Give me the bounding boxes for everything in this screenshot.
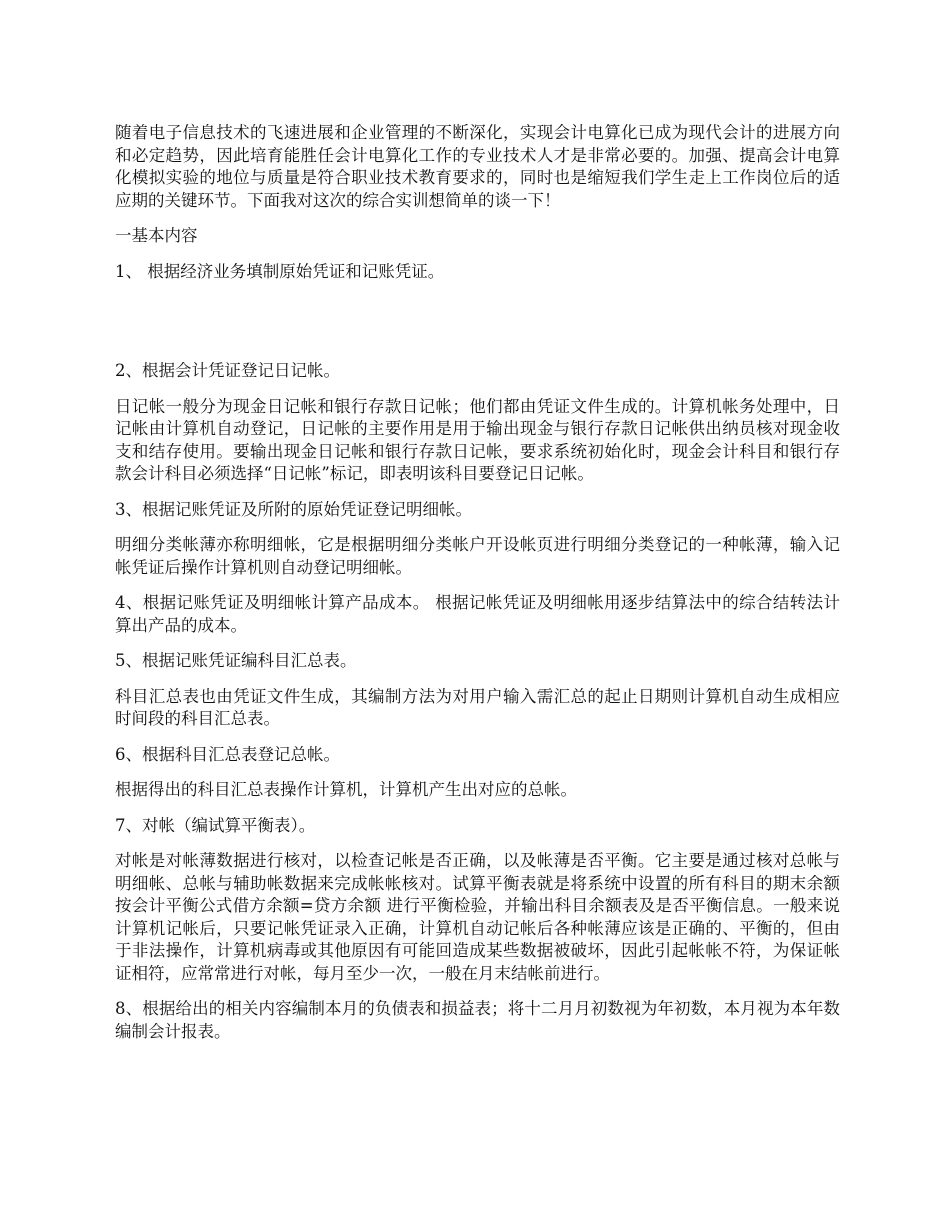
item-6-title: 6、根据科目汇总表登记总帐。 — [115, 744, 340, 764]
item-3-title: 3、根据记账凭证及所附的原始凭证登记明细帐。 — [115, 499, 472, 519]
item-5-title: 5、根据记账凭证编科目汇总表。 — [115, 651, 357, 670]
item-1-title: 1、 根据经济业务填制原始凭证和记账凭证。 — [115, 261, 445, 281]
item-8-text: 8、根据给出的相关内容编制本月的负债表和损益表；将十二月月初数视为年初数，本月视为本年数编制会计报表。 — [115, 999, 840, 1041]
item-2-body: 日记帐一般分为现金日记帐和银行存款日记帐；他们都由凭证文件生成的。计算机帐务处理中，日记帐由计算机自动登记，日记帐的主要作用是用于输出现金与银行存款日记帐供出纳员核对现金收支和结存使用。要输出现金日记帐和银行存款日记帐，要求系统初始化时，现金会计科目和银行存款会计科目必须选择“日记帐”标记，即表明该科目要登记日记帐。 — [115, 396, 840, 483]
document-page — [115, 122, 840, 1056]
item-6-body: 根据得出的科目汇总表操作计算机，计算机产生出对应的总帐。 — [115, 780, 577, 799]
item-2-title: 2、根据会计凭证登记日记帐。 — [115, 361, 340, 380]
blank-space — [115, 296, 840, 360]
item-7-title: 7、对帐（编试算平衡表）。 — [115, 815, 316, 835]
intro-paragraph: 随着电子信息技术的飞速进展和企业管理的不断深化，实现会计电算化已成为现代会计的进展方向和必定趋势，因此培育能胜任会计电算化工作的专业技术人才是非常必要的。加强、提高会计电算化模拟实验的地位与质量是符合职业技术教育要求的，同时也是缩短我们学生走上工作岗位后的适应期的关键环节。下面我对这次的综合实训想简单的谈一下！ — [115, 123, 840, 210]
item-7-body: 对帐是对帐薄数据进行核对，以检查记帐是否正确，以及帐薄是否平衡。它主要是通过核对总帐与明细帐、总帐与辅助帐数据来完成帐帐核对。试算平衡表就是将系统中设置的所有科目的期末余额按会计平衡公式借方余额=贷方余额 进行平衡检验，并输出科目余额表及是否平衡信息。一般来说计算机记帐后，只要记帐凭证录入正确，计算机自动记帐后各种帐薄应该是正确的、平衡的，但由于非法操作，计算机病毒或其他原因有可能回造成某些数据被破坏，因此引起帐帐不符，为保证帐证相符，应常常进行对帐，每月至少一次，一般在月末结帐前进行。 — [115, 851, 840, 983]
item-5-body: 科目汇总表也由凭证文件生成，其编制方法为对用户输入需汇总的起止日期则计算机自动生成相应时间段的科目汇总表。 — [115, 686, 840, 728]
item-3-body: 明细分类帐薄亦称明细帐，它是根据明细分类帐户开设帐页进行明细分类登记的一种帐薄，输入记帐凭证后操作计算机则自动登记明细帐。 — [115, 535, 840, 577]
section-heading: 一基本内容 — [115, 226, 198, 245]
item-4-text: 4、根据记账凭证及明细帐计算产品成本。 根据记帐凭证及明细帐用逐步结算法中的综合结转法计算出产品的成本。 — [115, 593, 840, 635]
